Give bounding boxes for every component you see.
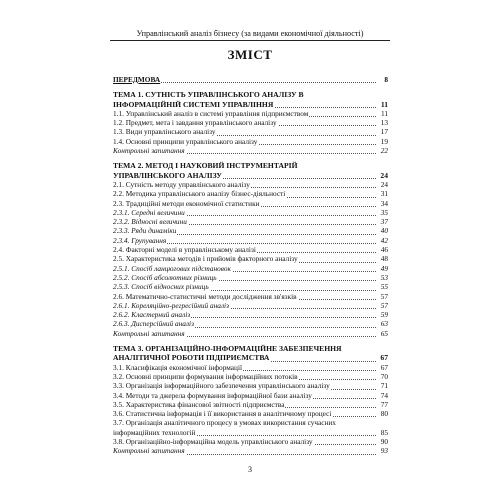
toc-entry-page: 34 (380, 198, 388, 208)
toc-entry-label: 2.6. Математично-статистичні методи дослідження зв'язків (113, 291, 297, 301)
toc-entry-page: 24 (380, 179, 388, 189)
toc-entry[interactable] (113, 236, 388, 245)
toc-entry[interactable] (113, 319, 388, 328)
toc-entry[interactable] (113, 409, 388, 418)
toc-entry-label: ТЕМА 1. СУТНІСТЬ УПРАВЛІНСЬКОГО АНАЛІЗУ В (113, 90, 304, 100)
toc-entry-page: 55 (380, 282, 388, 292)
toc-entry-label: УПРАВЛІНСЬКОГО АНАЛІЗУ (113, 170, 222, 180)
toc-entry[interactable] (113, 344, 388, 353)
toc-entry[interactable] (113, 180, 388, 189)
toc-entry[interactable] (113, 418, 388, 427)
toc-entry[interactable] (113, 391, 388, 400)
toc-entry-label: ПЕРЕДМОВА (113, 75, 161, 84)
toc-entry[interactable] (113, 199, 388, 208)
toc-entry-page: 31 (380, 189, 388, 199)
toc-entry-label: 3.8. Організаційно-інформаційна модель управлінського аналізу (113, 436, 313, 446)
toc-entry-label: 2.3.4. Групування (113, 235, 167, 245)
table-of-contents (113, 69, 388, 456)
toc-entry-label: 3.7. Організація аналітичного процесу в умовах використання сучасних (113, 418, 336, 428)
toc-entry[interactable] (113, 109, 388, 118)
toc-entry[interactable] (113, 353, 388, 362)
toc-entry-label: 3.1. Класифікація економічної інформації (113, 362, 243, 372)
toc-entry-label: 3.5. Характеристика фінансової звітності підприємства (113, 399, 285, 409)
toc-entry-label: 2.3.1. Середні величини (113, 207, 185, 217)
toc-entry[interactable] (113, 254, 388, 263)
toc-entry[interactable] (113, 217, 388, 226)
toc-entry-label: 1.4. Основні принципи управлінського аналізу (113, 136, 258, 146)
toc-entry[interactable] (113, 189, 388, 198)
header-rule (110, 40, 390, 41)
toc-entry-page: 67 (380, 362, 388, 372)
toc-entry[interactable] (113, 273, 388, 282)
toc-entry-label: 2.5. Характеристика методів і прийомів факторного аналізу (113, 254, 298, 264)
toc-entry-page: 63 (380, 319, 388, 329)
toc-entry-label: 2.3.2. Відносні величини (113, 217, 187, 227)
toc-entry[interactable] (113, 137, 388, 146)
toc-entry[interactable] (113, 118, 388, 127)
toc-entry[interactable] (113, 100, 388, 109)
toc-entry[interactable] (113, 310, 388, 319)
toc-entry-label: 2.6.3. Дисперсійний аналіз (113, 319, 194, 329)
toc-entry-label: 1.1. Управлінський аналіз в системі управління підприємством (113, 108, 309, 118)
toc-entry-label: Контрольні запитання (113, 446, 185, 456)
toc-entry-label: 3.4. Методи та джерела формування інформаційної бази аналізу (113, 390, 312, 400)
toc-entry-label: 2.6.2. Кластерний аналіз (113, 310, 191, 320)
toc-entry-page: 53 (380, 272, 388, 282)
toc-entry-label: 2.5.1. Спосіб ланцюгових підстановок (113, 263, 231, 273)
toc-entry-page: 77 (380, 399, 388, 409)
toc-entry[interactable] (113, 372, 388, 381)
toc-entry-page: 93 (380, 446, 388, 456)
toc-entry-label: Контрольні запитання (113, 146, 185, 156)
toc-entry-page: 48 (380, 254, 388, 264)
toc-entry-label: 1.2. Предмет, мета і завдання управлінського аналізу (113, 118, 277, 128)
page-number: 3 (248, 465, 252, 474)
toc-entry-page: 17 (380, 127, 388, 137)
toc-entry[interactable] (113, 90, 388, 99)
toc-entry-label: 2.3. Традиційні методи економічної статистики (113, 198, 260, 208)
toc-entry-page: 11 (380, 99, 388, 109)
toc-entry-page: 35 (380, 207, 388, 217)
toc-entry-page: 11 (380, 108, 388, 118)
toc-entry[interactable] (113, 75, 388, 84)
toc-entry[interactable] (113, 264, 388, 273)
toc-entry-page: 49 (380, 263, 388, 273)
toc-entry[interactable] (113, 282, 388, 291)
toc-entry[interactable] (113, 161, 388, 170)
toc-entry-page: 46 (380, 245, 388, 255)
toc-entry-label: 2.3.3. Ряди динаміки (113, 226, 177, 236)
toc-entry[interactable] (113, 400, 388, 409)
toc-entry-page: 37 (380, 217, 388, 227)
toc-entry-label: 2.5.2. Спосіб абсолютних різниць (113, 272, 217, 282)
toc-entry[interactable] (113, 171, 388, 180)
toc-entry-page: 71 (380, 381, 388, 391)
toc-entry-label: 1.3. Види управлінського аналізу (113, 127, 216, 137)
toc-entry-page: 8 (384, 75, 388, 84)
toc-entry-page: 57 (380, 291, 388, 301)
toc-entry-label: ТЕМА 3. ОРГАНІЗАЦІЙНО-ІНФОРМАЦІЙНЕ ЗАБЕЗПЕЧЕННЯ (113, 344, 342, 354)
toc-entry[interactable] (113, 226, 388, 235)
toc-entry-page: 90 (380, 436, 388, 446)
toc-entry[interactable] (113, 301, 388, 310)
toc-entry-page: 59 (380, 310, 388, 320)
toc-entry-page: 40 (380, 226, 388, 236)
toc-entry-page: 80 (380, 409, 388, 419)
toc-entry-page: 85 (380, 427, 388, 437)
toc-entry-label: 2.4. Факторні моделі в управлінському аналізі (113, 245, 256, 255)
toc-entry[interactable] (113, 363, 388, 372)
toc-entry[interactable] (113, 428, 388, 437)
toc-entry-label: 3.6. Статистична інформація і її використання в аналітичному процесі (113, 409, 332, 419)
toc-entry-label: Контрольні запитання (113, 328, 185, 338)
toc-entry-page: 19 (380, 136, 388, 146)
toc-entry-label: АНАЛІТИЧНОЇ РОБОТИ ПІДПРИЄМСТВА (113, 353, 270, 363)
toc-entry[interactable] (113, 146, 388, 155)
toc-entry-page: 57 (380, 300, 388, 310)
toc-entry-page: 67 (380, 353, 388, 363)
toc-entry-label: інформаційних технологій (113, 427, 196, 437)
toc-entry[interactable] (113, 127, 388, 136)
toc-entry[interactable] (113, 292, 388, 301)
toc-entry[interactable] (113, 437, 388, 446)
toc-entry[interactable] (113, 208, 388, 217)
toc-entry-page: 22 (380, 146, 388, 156)
toc-entry-label: 3.3. Організація інформаційного забезпечення управлінського аналізу (113, 381, 330, 391)
toc-entry-page: 70 (380, 371, 388, 381)
toc-entry[interactable] (113, 245, 388, 254)
toc-entry-label: 2.2. Методика управлінського аналізу бізнес-діяльності (113, 189, 286, 199)
toc-entry-page: 74 (380, 390, 388, 400)
toc-entry[interactable] (113, 381, 388, 390)
toc-entry-page: 65 (380, 328, 388, 338)
toc-title: ЗМІСТ (227, 47, 273, 62)
toc-entry[interactable] (113, 329, 388, 338)
toc-entry-label: 2.5.3. Спосіб відносних різниць (113, 282, 209, 292)
running-header: Управлінський аналіз бізнесу (за видами економічної діяльності) (136, 29, 364, 38)
toc-entry-page: 13 (380, 118, 388, 128)
toc-entry-label: 2.6.1. Кореляційно-регресійний аналіз (113, 300, 229, 310)
toc-entry-label: 3.2. Основні принципи формування інформаційних потоків (113, 371, 298, 381)
toc-entry-page: 24 (380, 170, 388, 180)
toc-entry-label: ТЕМА 2. МЕТОД І НАУКОВИЙ ІНСТРУМЕНТАРІЙ (113, 161, 298, 171)
toc-entry-label: 2.1. Сутність методу управлінського аналізу (113, 179, 250, 189)
toc-entry-label: ІНФОРМАЦІЙНІЙ СИСТЕМІ УПРАВЛІННЯ (113, 99, 274, 109)
toc-entry[interactable] (113, 446, 388, 455)
toc-entry-page: 42 (380, 235, 388, 245)
